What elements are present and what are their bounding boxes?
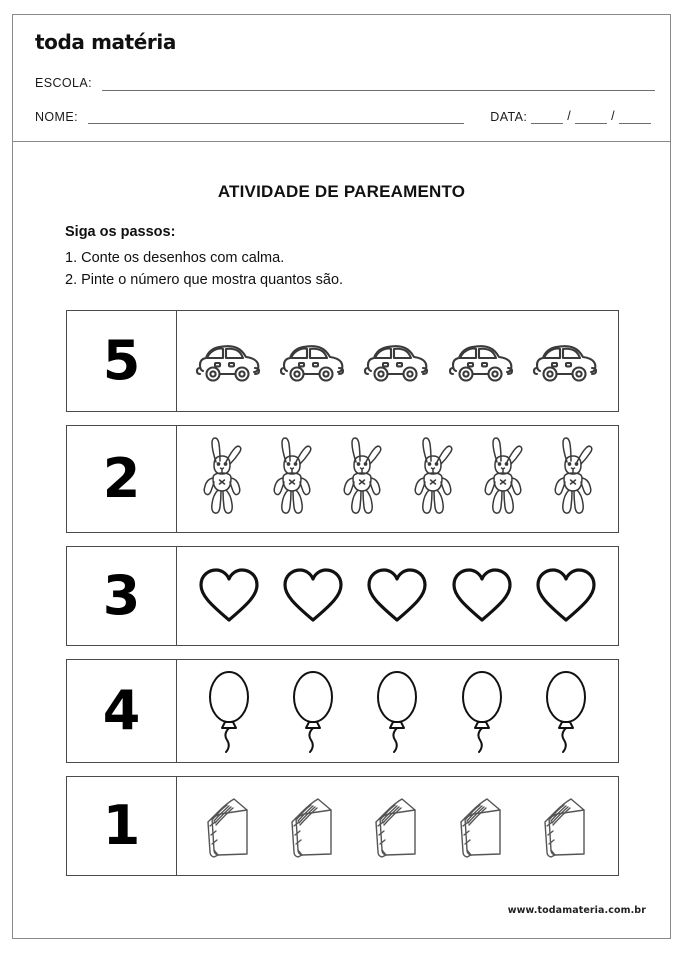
- school-field-row: [35, 77, 655, 91]
- balloon-icon: [289, 669, 337, 753]
- date-separator-2: /: [611, 109, 615, 123]
- book-icon: [537, 788, 595, 864]
- book-icon: [368, 788, 426, 864]
- car-icon: [363, 337, 431, 385]
- balloon-icon: [458, 669, 506, 753]
- name-input-line[interactable]: [88, 111, 464, 124]
- exercise-row: [66, 546, 619, 646]
- school-input-line[interactable]: [102, 78, 655, 91]
- picture-group-balloons: [177, 660, 618, 762]
- car-icon: [532, 337, 600, 385]
- book-icon: [284, 788, 342, 864]
- worksheet-header: [13, 15, 670, 142]
- date-day-blank[interactable]: [531, 111, 563, 124]
- exercise-row: [66, 776, 619, 876]
- picture-group-bunnies: [177, 426, 618, 532]
- instruction-step-2: 2. Pinte o número que mostra quantos são.: [65, 271, 344, 288]
- car-icon: [195, 337, 263, 385]
- exercise-list: [13, 310, 670, 876]
- date-month-blank[interactable]: [575, 111, 607, 124]
- balloon-icon: [373, 669, 421, 753]
- name-field-row: [35, 109, 655, 124]
- picture-group-books: [177, 777, 618, 875]
- date-year-blank[interactable]: [619, 111, 651, 124]
- heart-icon: [535, 567, 597, 625]
- balloon-icon: [542, 669, 590, 753]
- book-icon: [453, 788, 511, 864]
- worksheet-content: [13, 182, 670, 876]
- car-icon: [279, 337, 347, 385]
- balloon-icon: [205, 669, 253, 753]
- heart-icon: [366, 567, 428, 625]
- bunny-icon: [196, 436, 248, 522]
- heart-icon: [451, 567, 513, 625]
- instruction-step-1: 1. Conte os desenhos com calma.: [65, 250, 285, 266]
- instructions-heading: Siga os passos:: [65, 224, 176, 240]
- brand-logo: toda matéria: [35, 30, 176, 54]
- number-choice-3[interactable]: 3: [67, 547, 177, 645]
- date-label: DATA:: [490, 109, 528, 124]
- number-choice-2[interactable]: 2: [67, 426, 177, 532]
- worksheet-page: [12, 14, 671, 939]
- car-icon: [448, 337, 516, 385]
- heart-icon: [282, 567, 344, 625]
- date-field-group: [490, 109, 655, 124]
- bunny-icon: [547, 436, 599, 522]
- exercise-row: [66, 659, 619, 763]
- footer-url: www.todamateria.com.br: [507, 905, 646, 916]
- picture-group-cars: [177, 311, 618, 411]
- heart-icon: [198, 567, 260, 625]
- date-separator-1: /: [567, 109, 572, 123]
- school-label: ESCOLA:: [35, 76, 92, 90]
- number-choice-5[interactable]: 5: [67, 311, 177, 411]
- bunny-icon: [336, 436, 388, 522]
- exercise-row: [66, 425, 619, 533]
- bunny-icon: [266, 436, 318, 522]
- bunny-icon: [407, 436, 459, 522]
- number-choice-4[interactable]: 4: [67, 660, 177, 762]
- page-title: ATIVIDADE DE PAREAMENTO: [217, 182, 466, 201]
- book-icon: [200, 788, 258, 864]
- number-choice-1[interactable]: 1: [67, 777, 177, 875]
- name-label: NOME:: [35, 109, 78, 124]
- instructions-block: [65, 224, 670, 292]
- picture-group-hearts: [177, 547, 618, 645]
- bunny-icon: [477, 436, 529, 522]
- exercise-row: [66, 310, 619, 412]
